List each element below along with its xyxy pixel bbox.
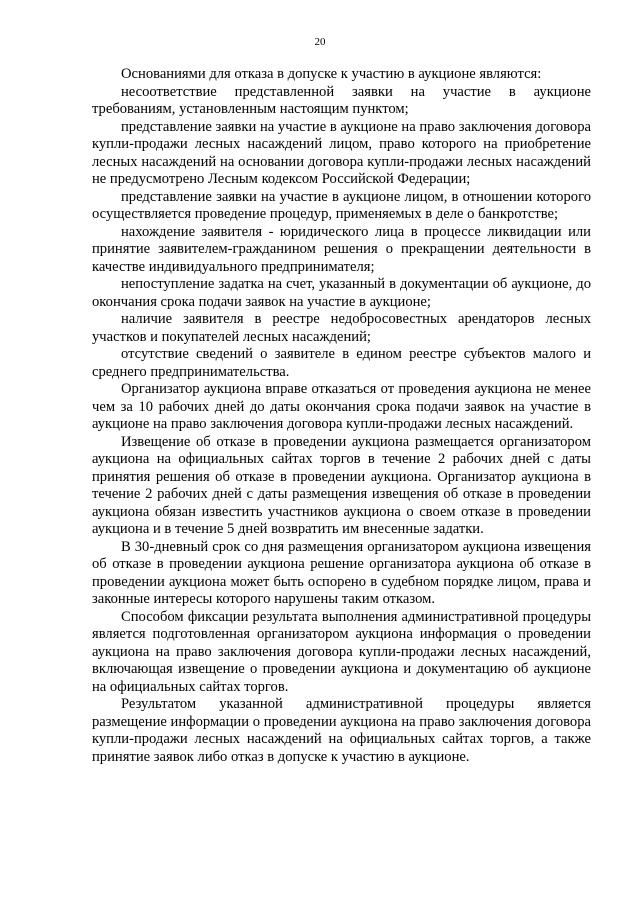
paragraph-ground-nonconformity: несоответствие представленной заявки на участие в аукционе требованиям, установленным настоящим пунктом; — [92, 83, 591, 117]
paragraph-ground-ineligible-person: представление заявки на участие в аукционе на право заключения договора купли-продажи лесных насаждений лицом, право которого на приобретение лесных насаждений на основании договора купли-продажи лесных насаждений не предусмотрено Лесным кодексом Российской Федерации; — [92, 118, 591, 187]
paragraph-grounds-intro: Основаниями для отказа в допуске к участию в аукционе являются: — [121, 66, 542, 82]
page-number: 20 — [314, 36, 326, 48]
paragraph-ground-sme-registry: отсутствие сведений о заявителе в едином реестре субъектов малого и среднего предпринимательства. — [92, 346, 591, 380]
paragraph-fixation-method: Способом фиксации результата выполнения административной процедуры является подготовленная организатором аукциона информация о проведении аукциона на право заключения договора купли-продажи лесных насаждений, включающая извещение о проведении аукциона и документацию об аукционе на официальных сайтах торгов. — [92, 608, 591, 695]
paragraph-appeal: В 30-дневный срок со дня размещения организатором аукциона извещения об отказе в проведении аукциона решение организатора аукциона об отказе в проведении аукциона может быть оспорено в судебном порядке лицом, права и законные интересы которого нарушены таким отказом. — [92, 538, 591, 607]
paragraph-ground-liquidation: нахождение заявителя - юридического лица в процессе ликвидации или принятие заявителем-гражданином решения о прекращении деятельности в качестве индивидуального предпринимателя; — [92, 223, 591, 275]
paragraph-procedure-result: Результатом указанной административной процедуры является размещение информации о проведении аукциона на право заключения договора купли-продажи лесных насаждений на официальных сайтах торгов, а также принятие заявок либо отказ в допуске к участию в аукционе. — [92, 696, 591, 765]
paragraph-ground-unfair-registry: наличие заявителя в реестре недобросовестных арендаторов лесных участков и покупателей лесных насаждений; — [92, 311, 591, 345]
paragraph-refusal-notice: Извещение об отказе в проведении аукциона размещается организатором аукциона на официальных сайтах торгов в течение 2 рабочих дней с даты принятия решения об отказе в проведении аукциона. Организатор аукциона в течение 2 рабочих дней с даты размещения извещения об отказе в проведении аукциона обязан известить участников аукциона о своем отказе в проведении аукциона и в течение 5 дней возвратить им внесенные задатки. — [92, 433, 591, 537]
paragraph-ground-no-deposit: непоступление задатка на счет, указанный в документации об аукционе, до окончания срока подачи заявок на участие в аукционе; — [92, 276, 591, 310]
paragraph-organizer-refusal: Организатор аукциона вправе отказаться от проведения аукциона не менее чем за 10 рабочих дней до даты окончания срока подачи заявок на участие в аукционе на право заключения договора купли-продажи лесных насаждений. — [92, 381, 591, 432]
paragraph-ground-bankruptcy: представление заявки на участие в аукционе лицом, в отношении которого осуществляется проведение процедур, применяемых в деле о банкротстве; — [92, 188, 591, 222]
body-text — [92, 66, 591, 766]
